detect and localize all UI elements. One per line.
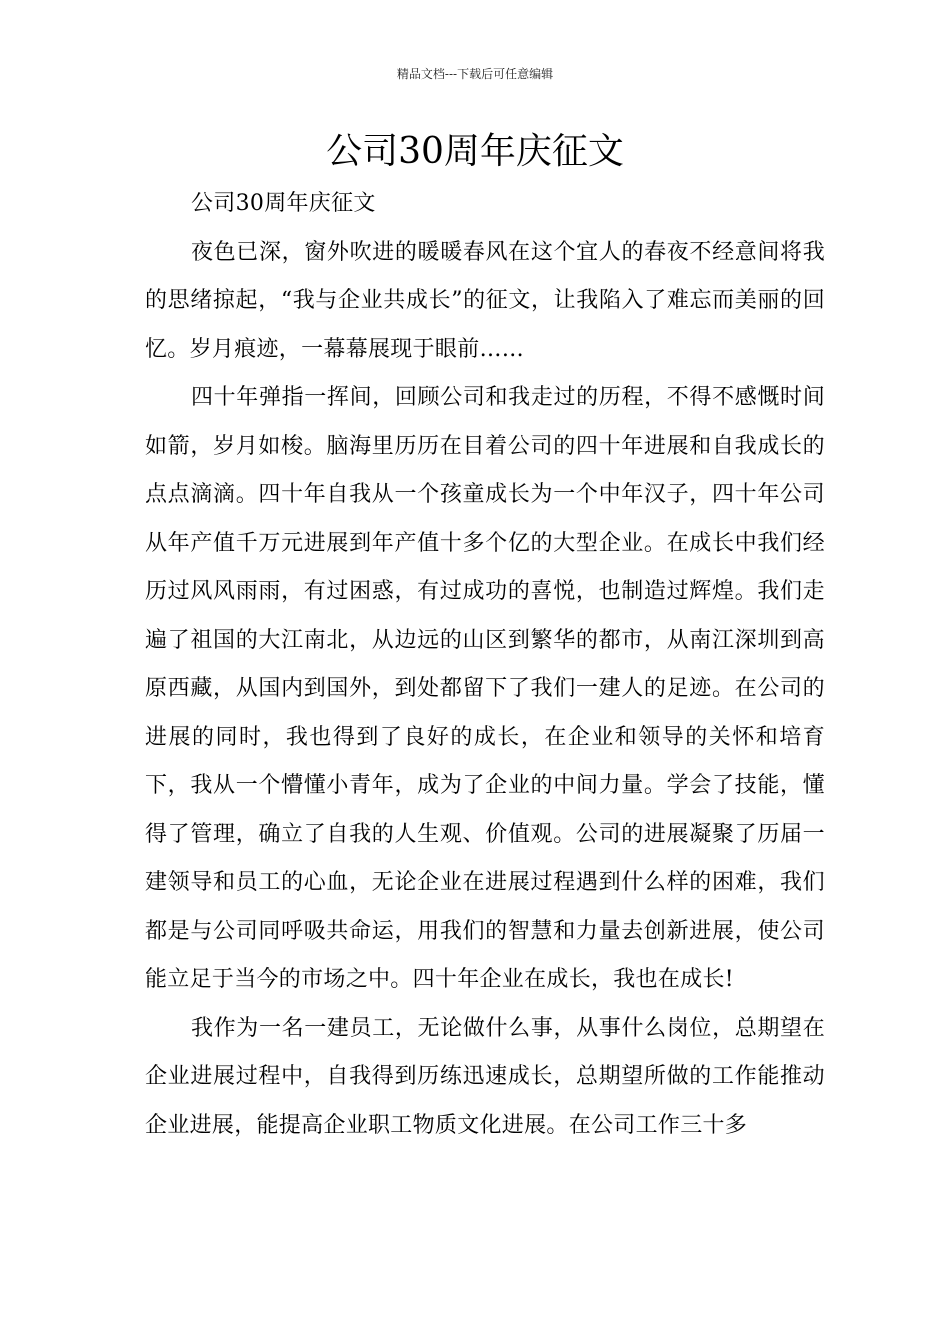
document-subtitle: 公司30周年庆征文 [191, 191, 376, 216]
document-body [145, 180, 825, 1150]
paragraph-3: 我作为一名一建员工，无论做什么事，从事什么岗位，总期望在企业进展过程中，自我得到历练迅速成长，总期望所做的工作能推动企业进展，能提高企业职工物质文化进展。在公司工作三十多 [145, 1015, 825, 1138]
document-title: 公司30周年庆征文 [326, 131, 624, 172]
header-note: 精品文档---下载后可任意编辑 [396, 67, 554, 81]
paragraph-1: 夜色已深，窗外吹进的暖暖春风在这个宜人的春夜不经意间将我的思绪掠起，“我与企业共成长”的征文，让我陷入了难忘而美丽的回忆。岁月痕迹，一幕幕展现于眼前…… [145, 239, 825, 362]
paragraph-2: 四十年弹指一挥间，回顾公司和我走过的历程，不得不感慨时间如箭，岁月如梭。脑海里历历在目着公司的四十年进展和自我成长的点点滴滴。四十年自我从一个孩童成长为一个中年汉子，四十年公司从年产值千万元进展到年产值十多个亿的大型企业。在成长中我们经历过风风雨雨，有过困惑，有过成功的喜悦，也制造过辉煌。我们走遍了祖国的大江南北，从边远的山区到繁华的都市，从南江深圳到高原西藏，从国内到国外，到处都留下了我们一建人的足迹。在公司的进展的同时，我也得到了良好的成长，在企业和领导的关怀和培育下，我从一个懵懂小青年，成为了企业的中间力量。学会了技能，懂得了管理，确立了自我的人生观、价值观。公司的进展凝聚了历届一建领导和员工的心血，无论企业在进展过程遇到什么样的困难，我们都是与公司同呼吸共命运，用我们的智慧和力量去创新进展，使公司能立足于当今的市场之中。四十年企业在成长，我也在成长! [145, 385, 825, 992]
